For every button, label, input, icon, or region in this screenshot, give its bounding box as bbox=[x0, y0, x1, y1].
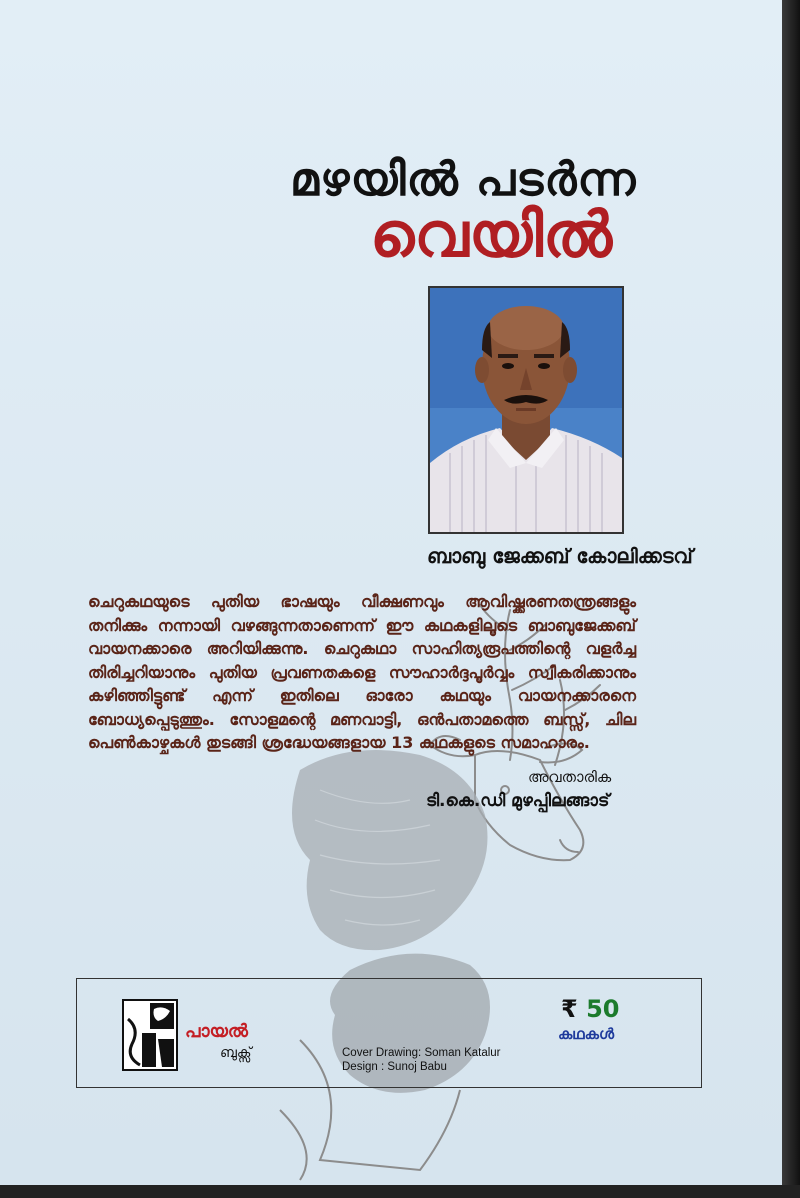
rupee-symbol: ₹ bbox=[561, 995, 578, 1023]
price-value: 50 bbox=[586, 995, 620, 1023]
genre-label: കഥകൾ bbox=[558, 1025, 615, 1043]
publisher-footer bbox=[76, 978, 702, 1088]
price bbox=[561, 995, 619, 1023]
author-portrait-image bbox=[430, 288, 622, 532]
preface-label: അവതാരിക bbox=[528, 768, 612, 786]
book-spine-edge bbox=[782, 0, 800, 1198]
preface-author: ടി.കെ.ഡി മുഴപ്പിലങ്ങാട് bbox=[426, 791, 610, 811]
author-name: ബാബു ജേക്കബ് കോലിക്കടവ് bbox=[427, 544, 693, 568]
publisher-subtitle: ബുക്സ് bbox=[220, 1045, 252, 1061]
book-title-line2: വെയിൽ bbox=[370, 198, 613, 271]
cover-drawing-credit: Cover Drawing: Soman Katalur bbox=[342, 1047, 501, 1059]
book-blurb: ചെറുകഥയുടെ പുതിയ ഭാഷയും വീക്ഷണവും ആവിഷ്ക്കരണതന്ത്രങ്ങളും തനിക്കും നന്നായി വഴങ്ങുന്നതാണെന്ന് ഈ കഥകളിലൂടെ ബാബുജേക്കബ് വായനക്കാരെ അറിയിക്കുന്നു. ചെറുകഥാ സാഹിത്യരൂപത്തിന്റെ വളർച്ച തിരിച്ചറിയാനും പുതിയ പ്രവണതകളെ സൗഹാർദ്ദപൂർവ്വം സ്വീകരിക്കാനും കഴിഞ്ഞിട്ടുണ്ട് എന്ന് ഇതിലെ ഓരോ കഥയും വായനക്കാരനെ ബോധ്യപ്പെടുത്തും. സോളമന്റെ മണവാട്ടി, ഒൻപതാമത്തെ ബസ്സ്, ചില പെൺകാഴ്ചകൾ തുടങ്ങി ശ്രദ്ധേയങ്ങളായ 13 കഥകളുടെ സമാഹാരം. bbox=[88, 592, 636, 752]
payal-books-logo-icon bbox=[122, 999, 178, 1071]
author-photo bbox=[428, 286, 624, 534]
publisher-name: പായൽ bbox=[185, 1021, 248, 1042]
design-credit: Design : Sunoj Babu bbox=[342, 1061, 447, 1073]
book-title-line1: മഴയിൽ പടർന്ന bbox=[290, 152, 637, 206]
book-bottom-edge bbox=[0, 1185, 800, 1198]
